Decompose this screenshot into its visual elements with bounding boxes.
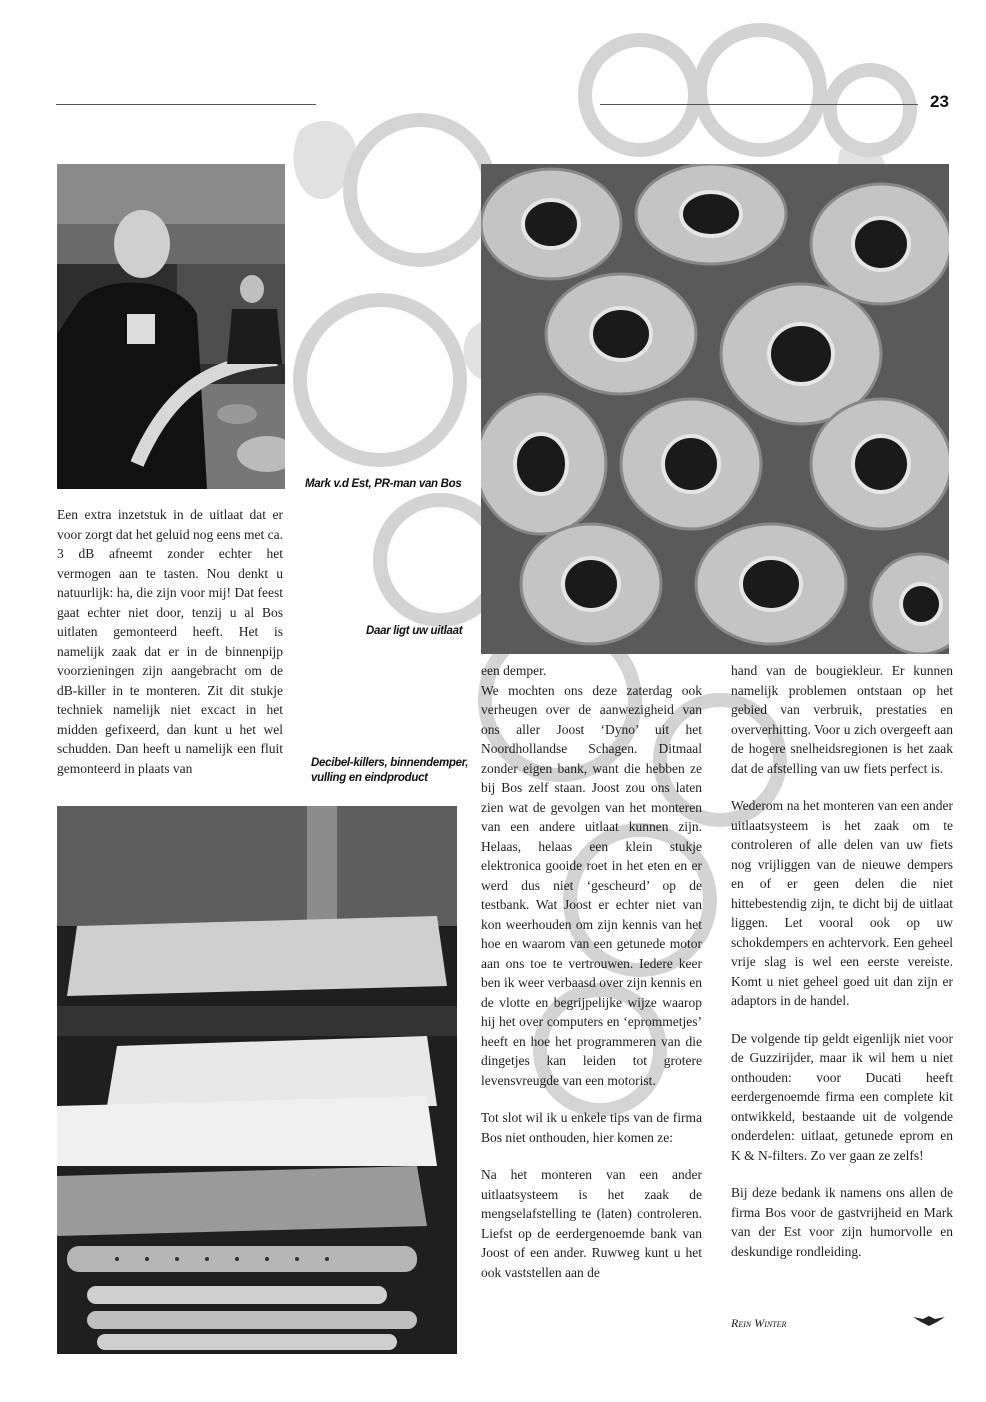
photo-workshop-man: [57, 164, 285, 489]
article-column-middle: [481, 661, 702, 1300]
photo-exhaust-pipes: [481, 164, 949, 654]
caption-photo-workshop-man: Mark v.d Est, PR-man van Bos: [305, 478, 462, 490]
paragraph: We mochten ons deze zaterdag ook verheugen over de aanwezigheid van ons aller Joost ‘Dyno’ uit het Noordhollandse Schagen. Ditmaal zonder eigen bank, want die hebben ze bij Bos zelf staan. Joost zou ons laten zien wat de gevolgen van het monteren van een andere uitlaat kunnen zijn. Helaas, helaas een klein stukje elektronica gooide roet in het eten en er werd dus niet ‘gescheurd’ op de testbank. Wat Joost er echter niet van kon weerhouden om zijn kennis van het hoe en waarom van een getunede motor aan ons toe te vertrouwen. Iedere keer ben ik weer verbaasd over zijn kennis en de vlotte en begrijpelijke wijze waarop hij het over computers en ‘eprommetjes’ heeft en hoe het programmeren van die dingetjes kan leiden tot grotere levensvreugde van een motorist.: [481, 682, 702, 1088]
article-column-right: [731, 661, 953, 1279]
paragraph: hand van de bougiekleur. Er kunnen namelijk problemen ontstaan op het gebied van verbruik, prestaties en oververhitting. Voor u zich overgeeft aan de hogere snelheidsregionen is het zaak dat de afstelling van uw fiets perfect is.: [731, 663, 953, 776]
caption-line: vulling en eindproduct: [311, 772, 428, 784]
caption-photo-muffler-parts: [311, 756, 468, 786]
workshop-man-image: [57, 164, 285, 489]
paragraph: Bij deze bedank ik namens ons allen de firma Bos voor de gastvrijheid en Mark van der Est voor zijn humorvolle en deskundige rondleiding.: [731, 1185, 953, 1259]
paragraph: Tot slot wil ik u enkele tips van de firma Bos niet onthouden, hier komen ze:: [481, 1110, 702, 1145]
eagle-logo-icon: [913, 1314, 945, 1328]
author-byline: Rein Winter: [731, 1316, 787, 1330]
caption-photo-exhaust-pipes: Daar ligt uw uitlaat: [366, 625, 463, 637]
paragraph: Wederom na het monteren van een ander uitlaatsysteem is het zaak om te controleren of alle delen van uw fiets nog vrijliggen van de nieuwe dempers en of er geen delen die niet hittebestendig zijn, te dicht bij de uitlaat liggen. Let vooral ook op uw schokdempers en achtervork. Een geheel vrije slag is wel een eerste vereiste. Komt u niet geheel goed uit dan zijn er adaptors in de handel.: [731, 798, 953, 1008]
header-rule-right: [600, 104, 918, 105]
muffler-parts-image: [57, 806, 457, 1354]
paragraph: een demper.: [481, 663, 547, 678]
photo-muffler-parts: [57, 806, 457, 1354]
caption-line: Decibel-killers, binnendemper,: [311, 757, 469, 769]
paragraph: Na het monteren van een ander uitlaatsysteem is het zaak de mengselafstelling te (laten) controleren. Liefst op de eerdergenoemde bank van Joost of een ander. Ruwweg kunt u het ook vaststellen aan de: [481, 1167, 702, 1280]
page-number: 23: [930, 92, 949, 111]
header-rule-left: [56, 104, 316, 105]
paragraph: De volgende tip geldt eigenlijk niet voor de Guzzirijder, maar ik wil hem u niet onthouden: voor Ducati heeft eerdergenoemde firma een complete kit ontwikkeld, bestaande uit de volgende onderdelen: uitlaat, getunede eprom en K & N-filters. Zo ver gaan ze zelfs!: [731, 1030, 953, 1163]
exhaust-pipes-image: [481, 164, 949, 654]
article-column-left: [57, 505, 283, 796]
paragraph: Een extra inzetstuk in de uitlaat dat er voor zorgt dat het geluid nog eens met ca. 3 dB afneemt zonder echter het vermogen aan te tasten. Nou denkt u natuurlijk: ha, die zijn voor mij! Dat feest gaat echter niet door, tenzij u al Bos uitlaten gemonteerd heeft. Het is namelijk zaak dat er in de binnenpijp voorzieningen zijn aangebracht om de dB-killer in te monteren. Zit dit stukje techniek namelijk niet excact in het midden gefixeerd, dan kunt u het wel schudden. Dan heeft u namelijk een fluit gemonteerd in plaats van: [57, 507, 283, 776]
